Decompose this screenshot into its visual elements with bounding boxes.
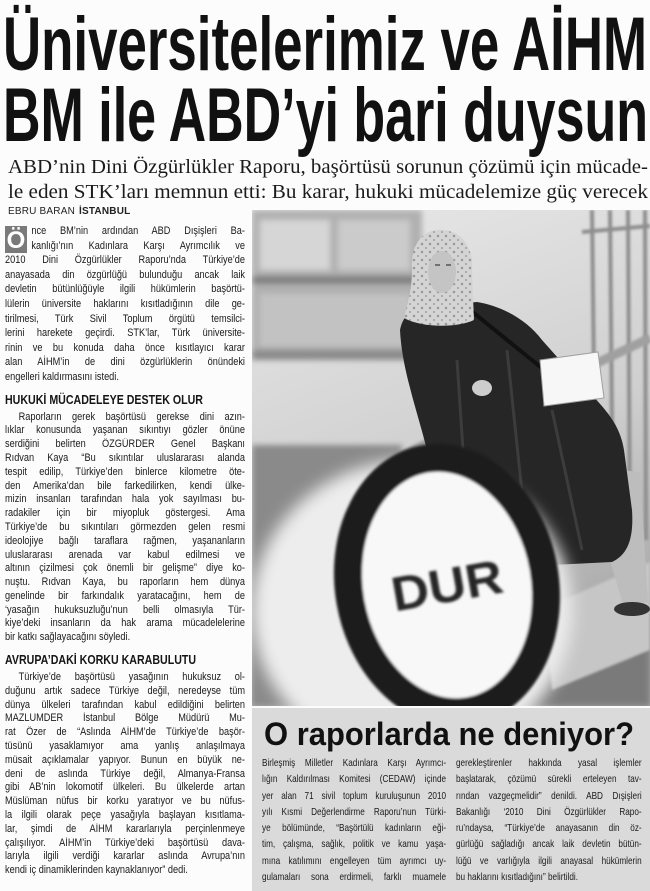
sidebar-box bbox=[252, 708, 650, 891]
text-line: lar, şimdi de AİHM kararlarıyla perçinlenmeye bbox=[5, 822, 245, 835]
text-line: kendi iç dinamiklerinden kaynaklanıyor” dedi. bbox=[5, 864, 188, 877]
text-line: Bakanlığı ‘2010 Dini Özgürlükler Rapo- bbox=[456, 805, 642, 818]
papers bbox=[540, 352, 604, 406]
text-line: lüğü ve varlığıyla ilgili anayasal hükümlerin bbox=[456, 854, 642, 867]
text-line: nuştu. Rıdvan Kaya, bu raporların hem dünya bbox=[5, 576, 245, 589]
sidebar-column-right bbox=[456, 755, 642, 888]
shoe bbox=[614, 602, 650, 616]
text-line: uluslararası arenada var kabul edilmesi ve bbox=[5, 548, 245, 561]
text-line: duğunu artık sadece Türkiye değil, neredeyse tüm bbox=[5, 684, 245, 697]
text-line: yer alan 71 sivil toplum kuruluşunun 2010 bbox=[262, 789, 446, 802]
text-line: anayasada din özgürlüğü bulunduğu ancak laik bbox=[5, 268, 245, 281]
byline-location: İSTANBUL bbox=[79, 206, 131, 217]
sidebar-title: O raporlarda ne deniyor? bbox=[264, 716, 634, 752]
text-line: alan AİHM’in de dini özgürlüklerin önündeki bbox=[5, 356, 245, 369]
text-line: müsait açıklamalar yapıyor. Bunun en büyük ne- bbox=[5, 753, 245, 766]
text-line: çalışılıyor. AİHM’in Türkiye’deki başörtüsü dava- bbox=[5, 836, 245, 849]
headline-line-1: Üniversitelerimiz ve AİHM bbox=[3, 2, 647, 87]
text-line: tespit edilip, Türkiye’den binlerce kilometre öte- bbox=[5, 465, 245, 478]
photo-frame bbox=[252, 210, 650, 706]
text-line: tirilmesi, Türk Sivil Toplum örgütü temsilci- bbox=[5, 312, 245, 325]
text-line: gürlüğü sağladığı ancak laik devletin bütün- bbox=[456, 838, 642, 851]
text-line: lıklar konusunda yaşanan sıkıntıyı gözler önüne bbox=[5, 424, 245, 437]
text-line: kiye’deki insanların da hak arama mücadelelerine bbox=[5, 617, 245, 630]
article-body bbox=[5, 224, 245, 886]
text-line: lülerin üniversite haklarını kısıtladığının dile ge- bbox=[5, 297, 245, 310]
text-line: gerekleştirenler hakkında yasal işlemler bbox=[456, 757, 642, 769]
text-line: radakiler için bir miyopluk göstergesi. Ama bbox=[5, 507, 245, 520]
text-line: tüsünü yasaklamıyor ama yanlış anlaşılmaya bbox=[5, 740, 245, 753]
subheadline-line-2: le eden STK’ları memnun etti: Bu karar, hukuki mücadelemize güç verecek bbox=[8, 182, 649, 203]
text-line: nce BM’nin ardından ABD Dışişleri Ba- bbox=[31, 225, 245, 237]
text-line: serdiğini belirten ÖZGÜRDER Genel Başkanı bbox=[5, 438, 245, 451]
text-line: ru’ndaysa, “Türkiye’de anayasanın din öz- bbox=[456, 822, 642, 835]
text-line: ideolojiye bağlı taraflara rağmen, yaşananların bbox=[5, 534, 245, 547]
face bbox=[428, 251, 456, 293]
byline-author: EBRU BARAN bbox=[8, 206, 76, 217]
text-line: ye bölümünde, “Başörtülü kadınların eği- bbox=[262, 822, 446, 835]
text-line: bir katkı sağlayacağını söyledi. bbox=[5, 631, 131, 644]
text-line: MAZLUMDER İstanbul Bölge Müdürü Mu- bbox=[5, 712, 245, 725]
section-heading: AVRUPA’DAKİ KORKU KARABULUTU bbox=[5, 653, 197, 668]
text-line: lığın Kaldırılması Komitesi (CEDAW) içinde bbox=[262, 773, 446, 786]
text-line: rından vazgeçmelidir” denildi. ABD Dışişleri bbox=[456, 789, 642, 802]
text-line: devletin bütünlüğüyle ilgili hükümlerin başörtü- bbox=[5, 283, 245, 296]
text-line: Türkiye’de bu sıkıntıları görmezden gelen resmi bbox=[5, 520, 245, 533]
text-line: genelinde bir farkındalık yaratacağını, hem de bbox=[5, 589, 245, 602]
text-line: başlatarak, çözümü sürekli erteleyen tav- bbox=[456, 773, 642, 786]
text-line: gibi AB’nin lokomotif ülkeleri. Bu ülkelerde artan bbox=[5, 781, 245, 794]
text-line: Müslüman nüfus bir korku yaratıyor ve bu nüfus- bbox=[5, 795, 245, 808]
section-paragraph bbox=[5, 671, 245, 878]
text-line: mizin insanları tarafından hala yok sayılması bu- bbox=[5, 493, 245, 506]
section-paragraph bbox=[5, 411, 245, 646]
headline-line-2: BM ile ABD’yi bari duysun bbox=[3, 73, 648, 158]
sign-text: DUR bbox=[387, 552, 500, 623]
text-line: yılı Kısmi Değerlendirme Raporu’nun Türki- bbox=[262, 805, 446, 818]
article-text bbox=[5, 224, 245, 878]
text-line: deni de aslında Türkiye değil, Almanya-Fransa bbox=[5, 767, 245, 780]
sidebar-title-wrap bbox=[252, 708, 650, 752]
text-line: kanlığı’nın Kadınlara Karşı Ayrımcılık ve bbox=[31, 239, 245, 252]
background-building bbox=[252, 210, 422, 360]
text-line: ‘yasağın hukuksuzluğu’nun belli olmasıyla Tür- bbox=[5, 603, 245, 616]
text-line: dünya ülkeleri tarafından kabul edildiğini belirten bbox=[5, 698, 245, 711]
section-heading: HUKUKİ MÜCADELEYE DESTEK OLUR bbox=[5, 392, 203, 407]
subheadline-line-1: ABD’nin Dini Özgürlükler Raporu, başörtüsü sorunun çözümü için mücade- bbox=[8, 157, 648, 178]
text-line: Raporların gerek başörtüsü gerekse dini azın- bbox=[18, 410, 245, 423]
intro-paragraph bbox=[5, 224, 245, 385]
text-line: la ilgili olarak peçe yasağıyla başlayan kısıtlama- bbox=[5, 809, 245, 822]
headline-block bbox=[0, 0, 650, 204]
article-photo bbox=[252, 210, 650, 706]
sidebar-column-left bbox=[262, 755, 446, 888]
byline bbox=[8, 206, 130, 217]
text-line: den Amerika’dan bile farkedilirken, kendi ülke- bbox=[5, 479, 245, 492]
sidebar-text-left bbox=[262, 755, 446, 885]
text-line: lerini harekete geçirdi. STK’lar, Türk üniversite- bbox=[5, 327, 245, 340]
text-line: rinin ve bu konuda daha önce kısıtlayıcı karar bbox=[5, 341, 245, 354]
text-line: engelleri kaldırmasını istedi. bbox=[5, 370, 119, 383]
sidebar-text-right bbox=[456, 755, 642, 885]
text-line: rat Özer de “Aslında AİHM’de Türkiye’de başör- bbox=[5, 726, 245, 739]
drop-cap: Ö bbox=[6, 227, 26, 254]
text-line: Birleşmiş Milletler Kadınlara Karşı Ayrımcı- bbox=[262, 757, 446, 769]
text-line: mına katılımını engelleyen tüm ayrımcı uy- bbox=[262, 854, 446, 867]
text-line: Türkiye’de başörtüsü yasağının hukuksuz ol- bbox=[18, 671, 245, 684]
text-line: tim, çalışma, sağlık, politik ve kamu yaşa- bbox=[262, 838, 446, 851]
text-line: 2010 Dini Özgürlükler Raporu’nda Türkiye’de bbox=[5, 254, 245, 267]
text-line: altının çizilmesi çok önemli bir gelişme” diye ko- bbox=[5, 562, 245, 575]
hand bbox=[472, 380, 492, 396]
text-line: gulamaları sona erdirmeli, farklı muamele bbox=[262, 871, 446, 884]
text-line: bu haklarını kısıtladığını” belirtildi. bbox=[456, 871, 579, 884]
text-line: Rıdvan Kaya “Bu sıkıntılar uluslararası alanda bbox=[5, 451, 245, 464]
text-line: larıyla ilgili verdiği kararlar aslında Avrupa’nın bbox=[5, 850, 245, 863]
